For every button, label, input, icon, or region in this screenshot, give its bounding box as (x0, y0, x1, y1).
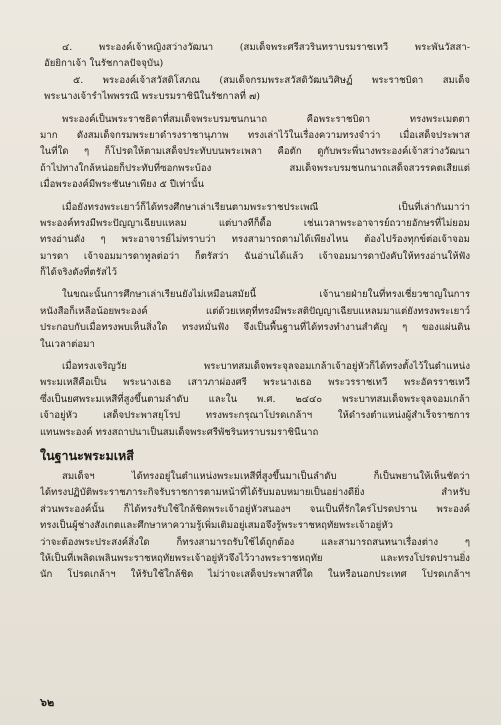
paragraph-2-line: ก็ได้จริงดังที่ตรัสไว้ (40, 267, 118, 279)
paragraph-3-line: ในเวลาต่อมา (40, 338, 95, 350)
list-item-4-line-2: อัยยิกาเจ้า ในรัชกาลปัจจุบัน) (44, 58, 164, 70)
paragraph-3-line: หนังสือก็เหลือน้อยพระองค์ แต่ด้วยเหตุที่ทรงมีพระสติปัญญาเฉียบแหลมมาแต่ยังทรงพระเยาว์ (40, 305, 470, 317)
paragraph-4-line: เมื่อทรงเจริญวัย พระบาทสมเด็จพระจุลจอมเกล้าเจ้าอยู่หัวก็ได้ทรงตั้งไว้ในตำแหน่ง (62, 361, 470, 373)
paragraph-2-line: มารดา เจ้าจอมมารดาทูลต่อว่า ก็ตรัสว่า ฉันอ่านได้แล้ว เจ้าจอมมารดาบังคับให้ทรงอ่านให้ฟัง (40, 250, 470, 262)
section-paragraph-line: ได้ทรงปฏิบัติพระราชภาระกิจรับราชการตามหน้าที่ได้รับมอบหมายเป็นอย่างดียิ่ง สำหรับ (40, 487, 470, 499)
page-content (40, 40, 470, 584)
section-heading: ในฐานะพระมเหสี (40, 447, 134, 463)
paragraph-4-line: ซึ่งเป็นยศพระมเหสีที่สูงขึ้นตามลำดับ และใน พ.ศ. ๒๔๔๐ พระบาทสมเด็จพระจุลจอมเกล้า (40, 393, 470, 405)
section-paragraph-line: ส่วนพระองค์นั้น ก็ได้ทรงรับใช้ใกล้ชิดพระเจ้าอยู่หัวสนองฯ จนเป็นที่รักใคร่โปรดปราน พระองค์ (40, 503, 470, 515)
paragraph-3-line: ในขณะนั้นการศึกษาเล่าเรียนยังไม่เหมือนสมัยนี้ เจ้านายฝ่ายในที่ทรงเชี่ยวชาญในการ (62, 289, 470, 301)
paragraph-1-line: ถ้าไปทางใกล้หน่อยก็ประทับที่ซอกพระบ้อง สมเด็จพระบรมชนกนาถเสด็จสวรรคตเสียแต่ (40, 162, 470, 174)
paragraph-1-line: มาก ดังสมเด็จกรมพระยาดำรงราชานุภาพ ทรงเล่าไว้ในเรื่องความทรงจำว่า เมื่อเสด็จประพาส (40, 129, 470, 141)
paragraph-4-line: แทนพระองค์ ทรงสถาปนาเป็นสมเด็จพระศรีพัชรินทราบรมราชินีนาถ (40, 426, 319, 438)
paragraph-1-line: ในที่ใด ๆ ก็โปรดให้ตามเสด็จประทับบนพระเพลา คือตัก ดูกับพระพี่นางพระองค์เจ้าสว่างวัฒนา (40, 146, 470, 158)
paragraph-4-line: เจ้าอยู่หัว เสด็จประพาสยุโรป ทรงพระกรุณาโปรดเกล้าฯ ให้ดำรงตำแหน่งผู้สำเร็จราชการ (40, 410, 470, 422)
paragraph-2-line: เมื่อยังทรงพระเยาว์ก็ได้ทรงศึกษาเล่าเรียนตามพระราชประเพณี เป็นที่เล่ากันมาว่า (62, 201, 470, 213)
section-paragraph-line: นัก โปรดเกล้าฯ ให้รับใช้ใกล้ชิด ไม่ว่าจะเสด็จประพาสที่ใด ในหรือนอกประเทศ โปรดเกล้าฯ (40, 569, 470, 581)
section-paragraph-line: สมเด็จฯ ได้ทรงอยู่ในตำแหน่งพระมเหสีที่สูงขึ้นมาเป็นลำดับ ก็เป็นพยานให้เห็นชัดว่า (62, 470, 470, 482)
page-number: ๖๒ (40, 696, 55, 709)
section-paragraph-line: ว่าจะต้องพระประสงค์สิ่งใด ก็ทรงสามารถรับใช้ได้ถูกต้อง และสามารถสนทนาเรื่องต่าง ๆ (40, 536, 470, 548)
list-item-5-line-1: ๕. พระองค์เจ้าสวัสดิโสภณ (สมเด็จกรมพระสวัสดิวัฒนวิศิษฏ์ พระราชบิดา สมเด็จ (73, 74, 470, 86)
paragraph-2-line: พระองค์ทรงมีพระปัญญาเฉียบแหลม แต่บางทีก็ดื้อ เช่นเวลาพระอาจารย์ถวายอักษรที่ไม่ยอม (40, 217, 470, 229)
paragraph-3-line: ประกอบกับเมื่อทรงพบเห็นสิ่งใด ทรงหมั่นฟัง จึงเป็นพื้นฐานที่ได้ทรงทำงานสำคัญ ๆ ของแผ่นดิน (40, 322, 470, 334)
paragraph-1-line: เมื่อพระองค์มีพระชันษาเพียง ๕ ปีเท่านั้น (40, 179, 205, 191)
paragraph-2-line: ทรงอ่านดัง ๆ พระอาจารย์ไม่ทราบว่า ทรงสามารถตามได้เพียงไหน ต้องไปร้องทุกข์ต่อเจ้าจอม (40, 234, 470, 246)
paragraph-1-line: พระองค์เป็นพระราชธิดาที่สมเด็จพระบรมชนกนาถ คือพระราชบิดา ทรงพระเมตตา (62, 113, 470, 125)
section-paragraph-line: ให้เป็นที่เพลิดเพลินพระราชหฤทัยพระเจ้าอยู่หัวจึงไว้วางพระราชหฤทัย และทรงโปรดปรานยิ่ง (40, 552, 470, 564)
list-item-4-line-1: ๔. พระองค์เจ้าหญิงสว่างวัฒนา (สมเด็จพระศรีสวรินทราบรมราชเทวี พระพันวัสสา- (62, 42, 470, 53)
paragraph-4-line: พระมเหสีคือเป็น พระนางเธอ เสาวภาผ่องศรี พระนางเธอ พระวรราชเทวี พระอัครราชเทวี (40, 377, 470, 389)
section-paragraph-line: ทรงเป็นผู้ช่างสังเกตและศึกษาหาความรู้เพิ่มเติมอยู่เสมอจึงรู้พระราชหฤทัยพระเจ้าอยู่หัว (40, 520, 393, 532)
list-item-5-line-2: พระนางเจ้ารำไพพรรณี พระบรมราชินีในรัชกาลที่ ๗) (44, 91, 260, 103)
